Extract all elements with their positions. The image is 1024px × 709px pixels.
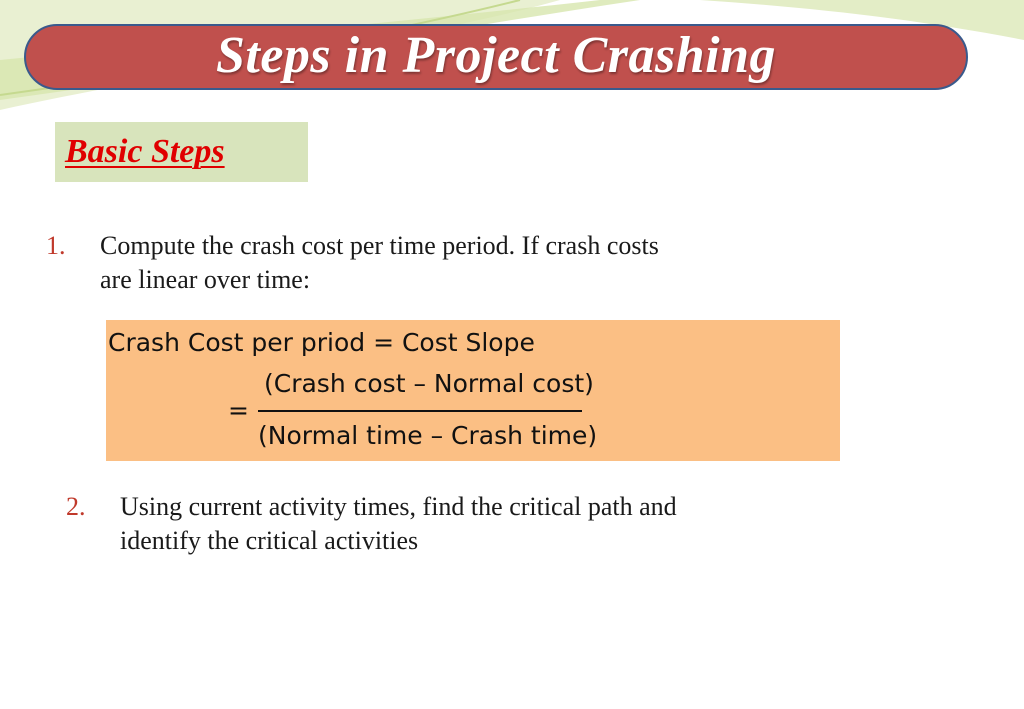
title-banner	[24, 24, 968, 90]
step-2-number: 2.	[66, 492, 86, 521]
crash-cost-formula	[106, 320, 840, 461]
formula-line-1: Crash Cost per priod = Cost Slope	[108, 328, 535, 357]
formula-denominator: (Normal time – Crash time)	[258, 421, 598, 450]
formula-equals: =	[228, 396, 249, 425]
subheading-box	[55, 122, 308, 182]
subheading: Basic Steps	[65, 133, 225, 170]
step-1	[46, 229, 826, 297]
step-1-text: Compute the crash cost per time period. If crash costs are linear over time:	[100, 231, 659, 294]
step-1-number: 1.	[46, 231, 66, 260]
formula-numerator: (Crash cost – Normal cost)	[264, 369, 594, 398]
slide-title: Steps in Project Crashing	[215, 26, 777, 84]
formula-box	[106, 320, 840, 461]
step-2-text: Using current activity times, find the critical path and identify the critical activities	[120, 492, 677, 555]
step-2	[66, 490, 846, 558]
